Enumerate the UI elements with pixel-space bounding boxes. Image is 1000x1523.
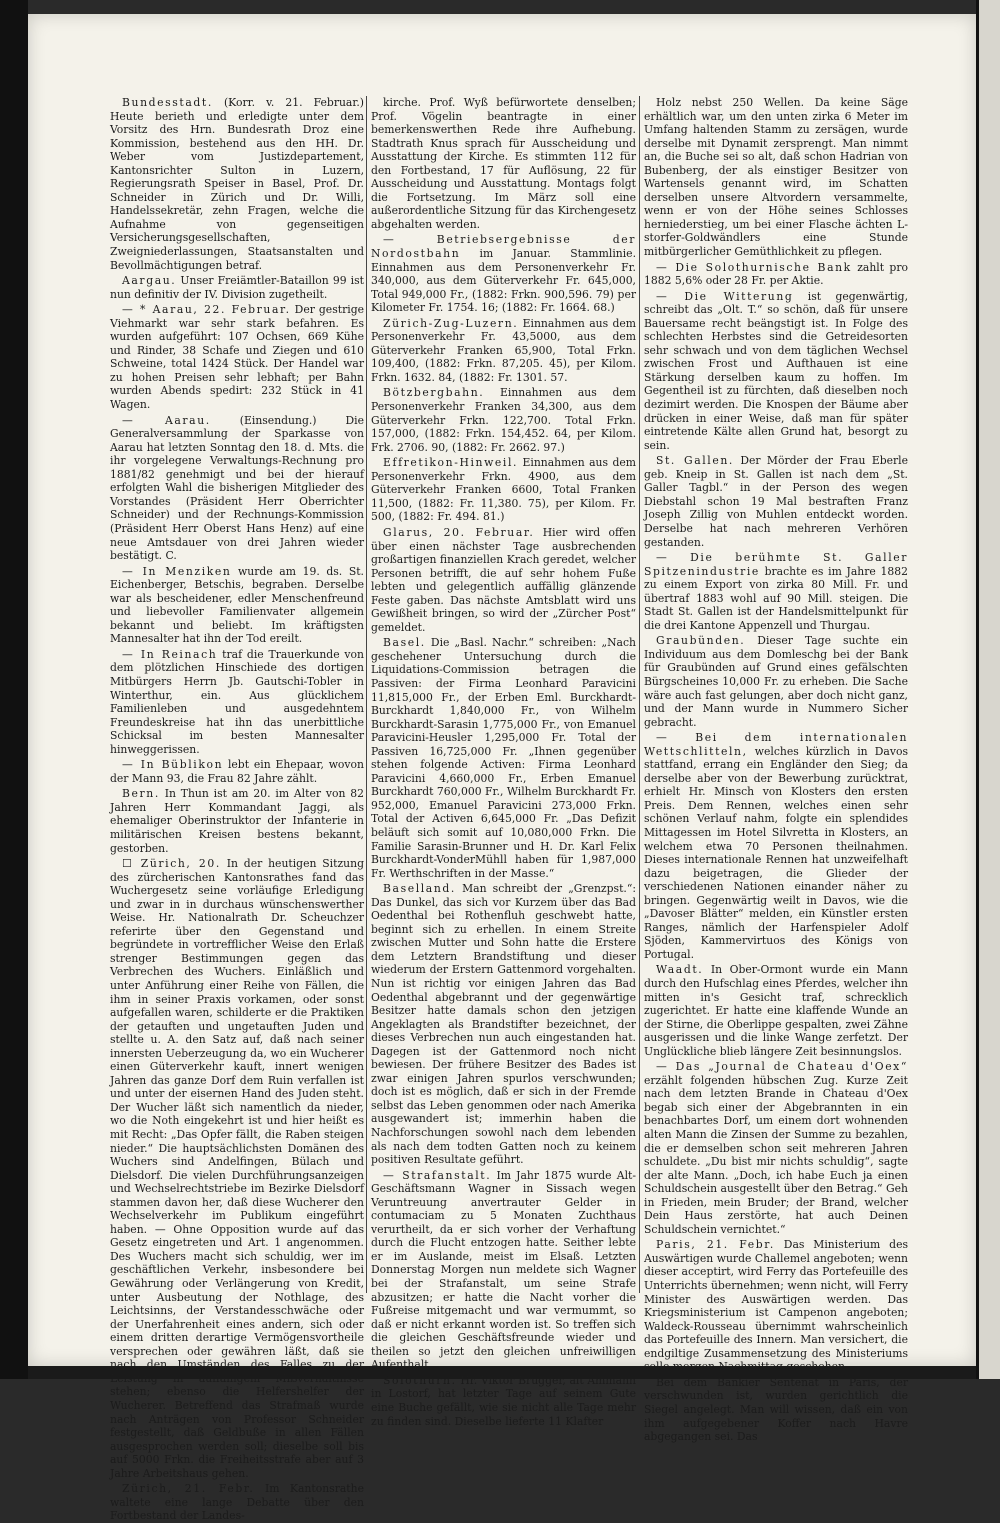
- article-paragraph: [110, 96, 364, 272]
- article-text: In der heutigen Sitzung des zürcherischen Kantonsrathes fand das Wuchergesetz seine vorläufige Erledigung und zwar in in durchaus wünschenswerther Weise. Hr. Nationalrath Dr. Scheuchzer referirte über den Gegenstand und begründete in vortrefflicher Weise den Erlaß strenger Bestimmungen gegen das Verbrechen des Wuchers. Einläßlich und unter Anführung einer Reihe von Fällen, die ihm in seiner Praxis vorkamen, oder sonst aufgefallen waren, schilderte er die Praktiken der getauften und ungetauften Juden und stellte u. A. den Satz auf, daß nach seiner innersten Ueberzeugung da, wo ein Wucherer einen Güterverkehr kauft, innert wenigen Jahren das ganze Dorf dem Ruin verfallen ist und unter der eisernen Hand des Juden steht. Der Wucher läßt sich namentlich da nieder, wo die Noth eingekehrt ist und hier heißt es mit Recht: „Das Opfer fällt, die Raben steigen nieder.“ Die hauptsächlichsten Domänen des Wuchers sind Andelfingen, Bülach und Dielsdorf. Die vielen Durchführungsanzeigen und Wechselrechtstriebe im Bezirke Dielsdorf stammen davon her, daß diese Wucherer den Wechselverkehr im Publikum eingeführt haben. — Ohne Opposition wurde auf das Gesetz eingetreten und Art. 1 angenommen. Des Wuchers macht sich schuldig, wer im geschäftlichen Verkehr, insbesondere bei Gewährung oder Verlängerung von Kredit, unter Ausbeutung der Nothlage, des Leichtsinns, der Verstandesschwäche oder der Unerfahrenheit eines andern, sich oder einem dritten derartige Vermögensvortheile versprechen oder gewähren läßt, daß sie nach den Umständen des Falles zu der Leistung in auffälligem Mißverhältnisse stehen; ebenso die Helfershelfer der Wucherer. Betreffend das Strafmaß wurde nach Anträgen von Professor Schneider festgestellt, daß Geldbuße in allen Fällen ausgesprochen werden soll; dieselbe soll bis auf 5000 Frkn. die Freiheitsstrafe aber auf 3 Jahre Arbeitshaus gehen.: [110, 857, 364, 1480]
- article-heading: Baselland.: [383, 882, 456, 896]
- article-text: Der Mörder der Frau Eberle geb. Kneip in St. Gallen ist nach dem „St. Galler Tagbl.“ in der Person des wegen Diebstahl schon 19 Mal bestraften Franz Joseph Zillig von Muhlen entdeckt worden. Derselbe hat nach mehreren Verhören gestanden.: [644, 454, 908, 549]
- article-text: welches kürzlich in Davos stattfand, errang ein Engländer den Sieg; da derselbe aber von der Bewerbung zurücktrat, erhielt Hr. Minsch von Klosters den ersten Preis. Dem Rennen, welches einen sehr schönen Verlauf nahm, folgte ein splendides Mittagessen im Hotel Silvretta in Klosters, an welchem etwa 70 Personen theilnahmen. Dieses internationale Rennen hat unzweifelhaft dazu beigetragen, die Glieder der verschiedenen Nationen einander näher zu bringen. Gegenwärtig weilt in Davos, wie die „Davoser Blätter“ melden, ein Künstler ersten Ranges, nämlich der Harfenspieler Adolf Sjöden, Kammervirtuos des Königs von Portugal.: [644, 744, 908, 961]
- article-heading: Paris, 21. Febr.: [656, 1238, 775, 1252]
- column-divider-1: [366, 96, 367, 1293]
- scan-right-border: [976, 0, 1000, 1379]
- article-text: Man schreibt der „Grenzpst.“: Das Dunkel, das sich vor Kurzem über das Bad Oedenthal bei Rothenfluh geschwebt hatte, beginnt sich zu erhellen. In einem Streite zwischen Mutter und Sohn hatte die Erstere dem Letztern Brandstiftung und dieser wiederum der Erstern Gattenmord vorgehalten. Nun ist richtig vor einigen Jahren das Bad Oedenthal abgebrannt und der gegenwärtige Besitzer hatte damals schon den jetzigen Angeklagten als Brandstifter bezeichnet, der dieses Verbrechen nun auch eingestanden hat. Dagegen ist der Gattenmord noch nicht bewiesen. Der frühere Besitzer des Bades ist zwar einigen Jahren spurlos verschwunden; doch ist es möglich, daß er sich in der Fremde selbst das Leben genommen oder nach Amerika ausgewandert ist; immerhin haben die Nachforschungen sowohl nach dem lebenden als nach dem todten Gatten noch zu keinem positiven Resultate geführt.: [371, 882, 636, 1167]
- article-heading: Waadt.: [656, 963, 704, 977]
- article-text: Holz nebst 250 Wellen. Da keine Säge erhältlich war, um den unten zirka 6 Meter im Umfang haltenden Stamm zu zersägen, wurde derselbe mit Dynamit zersprengt. Man nimmt an, die Buche sei so alt, daß schon Hadrian von Bubenberg, der als einstiger Besitzer von Wartensels genannt wird, im Schatten derselben unsere Altvordern versammelte, wenn er von der Höhe seines Schlosses herniederstieg, um bei einer Flasche ächten L-storfer-Goldwändlers eine Stunde mitbürgerlicher Gemüthlichkeit zu pflegen.: [644, 96, 908, 259]
- article-heading: ☐ Zürich, 20.: [122, 857, 221, 871]
- article-paragraph: [110, 565, 364, 646]
- article-paragraph: [371, 636, 636, 880]
- article-text: erzählt folgenden hübschen Zug. Kurze Zeit nach dem letzten Brande in Chateau d'Oex begab sich einer der Abgebrannten in ein benachbartes Dorf, um einem dort wohnenden alten Mann die Zinsen der Summe zu bezahlen, die er demselben schon seit mehreren Jahren schuldete. „Du bist mir nichts schuldig“, sagte der alte Mann. „Doch, ich habe Euch ja einen Schuldschein ausgestellt über den Betrag.“ Geh in Frieden, mein Bruder; der Brand, welcher Dein Haus zerstörte, hat auch Deinen Schuldschein vernichtet.“: [644, 1073, 908, 1236]
- article-text: Einnahmen aus dem Personenverkehr Franken 34,300, aus dem Güterverkehr Frkn. 122,700. Total Frkn. 157,000, (1882: Frkn. 154,452. 64, per Kilom. Frk. 2706. 90, (1882: Fr. 2662. 97.): [371, 386, 636, 454]
- article-text: Das Ministerium des Auswärtigen wurde Challemel angeboten; wenn dieser acceptirt, wird Ferry das Portefeuille des Unterrichts übernehmen; wenn nicht, will Ferry Minister des Auswärtigen werden. Das Kriegsministerium ist Campenon angeboten; Waldeck-Rousseau übernimmt wahrscheinlich das Portefeuille des Innern. Man versichert, die endgiltige Zusammensetzung des Ministeriums solle morgen Nachmittag geschehen.: [644, 1238, 908, 1374]
- article-paragraph: [110, 303, 364, 411]
- article-heading: — Die berühmte St. Galler Spitzenindustrie: [644, 551, 908, 578]
- article-text: Dieser Tage suchte ein Individuum aus dem Domleschg bei der Bank für Graubünden auf Grund eines gefälschten Bürgscheines 10,000 Fr. zu erheben. Die Sache wäre auch fast gelungen, aber doch nicht ganz, und der Mann wurde in Nummero Sicher gebracht.: [644, 634, 908, 729]
- article-paragraph: [644, 963, 908, 1058]
- article-text: Der gestrige Viehmarkt war sehr stark befahren. Es wurden aufgeführt: 107 Ochsen, 669 Kühe und Rinder, 38 Schafe und Ziegen und 610 Schweine, total 1424 Stück. Der Handel war zu hohen Preisen sehr lebhaft; per Bahn wurden Abends spedirt: 232 Stück in 41 Wagen.: [110, 303, 364, 412]
- article-heading: Graubünden.: [656, 634, 746, 648]
- article-paragraph: [644, 731, 908, 961]
- article-text: ist gegenwärtig, schreibt das „Olt. T.“ so schön, daß für unsere Bauersame recht beängstigt ist. In Folge des schlechten Herbstes sind die Getreidesorten sehr schwach und von dem täglichen Wechsel zwischen Frost und Aufthauen ist eine Stärkung derselben kaum zu hoffen. Im Gegentheil ist zu fürchten, daß dieselben noch dezimirt werden. Die Knospen der Bäume aber drücken in einer Weise, daß man für später eintretende Kälte allen Grund hat, besorgt zu sein.: [644, 289, 908, 452]
- article-paragraph: [644, 454, 908, 549]
- article-paragraph: [371, 456, 636, 524]
- article-paragraph: [371, 1169, 636, 1372]
- article-text: (Korr. v. 21. Februar.) Heute beriet​h und erledigte unter dem Vorsitz des Hrn. Bundesrath Droz eine Kommission, bestehend aus den HH. Dr. Weber vom Justizdepartement, Kantonsrichter Sulton in Luzern, Regierungsrath Speiser in Basel, Prof. Dr. Schneider in Zürich und Dr. Willi, Handelssekretär, zehn Fragen, welche die Aufnahme von gegenseitigen Versicherungsgesellschaften, Zweigniederlassungen, Staatsanstalten und Bevollmächtigungen betraf.: [110, 96, 364, 272]
- article-paragraph: [371, 1374, 636, 1428]
- article-heading: Glarus, 20. Februar.: [383, 525, 535, 539]
- article-heading: — Die Solothurnische Bank: [656, 260, 852, 274]
- article-heading: — * Aarau, 22. Februar.: [122, 303, 291, 317]
- article-text: lebt ein Ehepaar, wovon der Mann 93, die Frau 82 Jahre zählt.: [110, 758, 364, 785]
- article-text: Einnahmen aus dem Personenverkehr Frkn. 4900, aus dem Güterverkehr Franken 6600, Total Franken 11,500, (1882: Fr. 11,380. 75), per Kilom. Fr. 500, (1882: Fr. 494. 81.): [371, 456, 636, 524]
- article-heading: Bötzbergbahn.: [383, 386, 485, 400]
- article-text: zahlt pro 1882 5,6% oder 28 Fr. per Aktie.: [644, 260, 908, 288]
- article-heading: Zürich, 21. Febr.: [122, 1482, 255, 1496]
- article-paragraph: [110, 857, 364, 1480]
- article-text: traf die Trauerkunde von dem plötzlichen Hinschiede des dortigen Mitbürgers Herrn Jb. Gautschi-Tobler in Winterthur, ein. Aus glücklichem Familienleben und ausgedehntem Freundeskreise hat ihn das unerbittliche Schicksal im besten Mannesalter hinweggerissen.: [110, 647, 364, 756]
- article-text: (Einsendung.) Die Generalversammlung der Sparkasse von Aarau hat letzten Sonntag den 18. d. Mts. die ihr vorgelegene Verwaltungs-Rechnung pro 1881/82 genehmigt und bei der hierauf erfolgten Wahl die bisherigen Mitglieder des Vorstandes (Präsident Herr Oberrichter Schneider) und der Rechnungs-Kommission (Präsident Herr Oberst Hans Henz) auf eine neue Amtsdauer von drei Jahren wieder bestätigt. C.: [110, 413, 364, 563]
- article-paragraph: [110, 787, 364, 855]
- article-heading: Bundesstadt.: [122, 96, 213, 109]
- scan-left-border: [0, 0, 28, 1379]
- article-heading: — Die Witterung: [656, 289, 794, 303]
- article-heading: — Aarau.: [122, 413, 211, 427]
- article-text: Im Kantonsrathe waltete eine lange Debatte über den Fortbestand der Landes-: [110, 1482, 364, 1523]
- article-heading: — In Reinach: [122, 647, 218, 661]
- article-text: Hr. Viktor Brügger, alt Ammann in Lostorf, hat letzter Tage auf seinem Gute eine Buche gefällt, wie sie nicht alle Tage mehr zu finden sind. Dieselbe lieferte 11 Klafter: [371, 1373, 636, 1428]
- article-text: brachte es im Jahre 1882 zu einem Export von zirka 80 Mill. Fr. und übertraf 1883 wohl auf 90 Mill. steigen. Die Stadt St. Gallen ist der Handelsmittelpunkt für die drei Kantone Appenzell und Thurgau.: [644, 564, 908, 632]
- article-text: Bei dem Bankier Sentenat in Paris, der verschwunden ist, wurden gerichtlich die Siegel angelegt. Man will wissen, daß ein von ihm aufgegebener Koffer nach Havre abgegangen sei. Das: [644, 1375, 908, 1444]
- article-text: Hier wird offen über einen nächster Tage ausbrechenden großartigen finanziellen Krach geredet, welcher Personen betrifft, die auf sehr hohem Fuße lebten und gelegentlich auffällig glänzende Feste gaben. Das nächste Amtsblatt wird uns Gewißheit bringen, so wird der „Zürcher Post“ gemeldet.: [371, 525, 636, 634]
- article-text: In Ober-Ormont wurde ein Mann durch den Hufschlag eines Pferdes, welcher ihn mitten in's Gesicht traf, schrecklich zugerichtet. Er hatte eine klaffende Wunde an der Stirne, die Oberlippe gespalten, zwei Zähne ausgerissen und die linke Wange zerfetzt. Der Unglückliche blieb längere Zeit besinnungslos.: [644, 963, 909, 1058]
- article-paragraph: [371, 317, 636, 385]
- article-heading: — Strafanstalt.: [383, 1168, 492, 1182]
- article-paragraph: [644, 634, 908, 729]
- article-heading: Basel.: [383, 636, 426, 650]
- article-paragraph: [371, 882, 636, 1166]
- article-heading: Solothurn.: [383, 1373, 457, 1387]
- article-text: wurde am 19. ds. St. Eichenberger, Betschis, begraben. Derselbe war als bescheidener, edler Menschenfreund und liebevoller Familienvater allgemein bekannt und beliebt. Im kräftigsten Mannesalter hat ihn der Tod ereilt.: [110, 564, 364, 646]
- article-paragraph: [371, 386, 636, 454]
- article-paragraph: [110, 414, 364, 563]
- article-paragraph: [110, 648, 364, 756]
- article-heading: — Das „Journal de Chateau d'Oex“: [656, 1060, 908, 1074]
- article-text: In Thun ist am 20. im Alter von 82 Jahren Herr Kommandant Jaggi, als ehemaliger Oberinstruktor der Infanterie in militärischen Kreisen bestens bekannt, gestorben.: [110, 787, 364, 855]
- article-paragraph: [371, 233, 636, 314]
- column-1: [110, 96, 364, 1523]
- article-paragraph: [110, 758, 364, 785]
- column-2: [371, 96, 637, 1428]
- article-text: kirche. Prof. Wyß befürwortete denselben; Prof. Vögelin beantragte in einer bemerkenswerthen Rede ihre Aufhebung. Stadtrath Knus sprach für Ausscheidung und Ausstattung der Kirche. Es stimmten 112 für den Fortbestand, 17 für Auflösung, 22 für Ausscheidung und Ausstattung. Montags folgt die Fortsetzung. Im März soll eine außerordentliche Sitzung für das Kirchengesetz abgehalten werden.: [371, 96, 636, 231]
- article-heading: Zürich-Zug-Luzern.: [383, 316, 519, 330]
- article-text: Die „Basl. Nachr.“ schreiben: „Nach geschehener Untersuchung durch die Liquidations-Commission betragen die Passiven: der Firma Leonhard Paravicini 11,815,000 Fr., der Erben Eml. Burckhardt-Burckhardt 1,840,000 Fr., von Wilhelm Burckhardt-Sarasin 1,775,000 Fr., von Emanuel Paravicini-Heusler 1,295,000 Fr. Total der Passiven 16,725,000 Fr. „Ihnen gegenüber stehen folgende Activen: Firma Leonhard Paravicini 4,660,000 Fr., Erben Emanuel Burckhardt 760,000 Fr., Wilhelm Burckhardt Fr. 952,000, Emanuel Paravicini 273,000 Frkn. Total der Activen 6,645,000 Fr. „Das Defizit beläuft sich somit auf 10,080,000 Frkn. Die Familie Sarasin-Brunner und H. Dr. Karl Felix Burckhardt-VonderMühll haben für 1,987,000 Fr. Werthschriften in der Masse.“: [371, 636, 636, 880]
- article-heading: — Betriebsergebnisse der Nordostbahn: [371, 233, 636, 261]
- article-paragraph: [110, 274, 364, 301]
- article-paragraph: [371, 96, 636, 231]
- article-paragraph: [644, 96, 908, 259]
- article-paragraph: [110, 1482, 364, 1523]
- article-paragraph: [644, 1060, 908, 1236]
- article-heading: St. Gallen.: [656, 454, 734, 468]
- article-heading: Bern.: [122, 787, 160, 801]
- article-text: Einnahmen aus dem Personenverkehr Fr. 43,5000, aus dem Güterverkehr Franken 65,900, Total Frkn. 109,400, (1882: Frkn. 87,205. 45), per Kilom. Frkn. 1632. 84, (1882: Fr. 1301. 57.: [371, 316, 636, 384]
- article-text: Im Jahr 1875 wurde Alt-Geschäftsmann Wagner in Sissach wegen Veruntreuung anvertrauter Gelder in contumaciam zu 5 Monaten Zuchthaus verurtheilt, da er sich vorher der Verhaftung durch die Flucht entzogen hatte. Seither lebte er im Auslande, meist im Elsaß. Letzten Donnerstag Morgen nun meldete sich Wagner bei der Strafanstalt, um seine Strafe abzusitzen; er hatte die Nacht vorher die Fußreise mitgemacht und war vermummt, so daß er nicht erkannt worden ist. So treffen sich die gleichen Geschäftsfreunde wieder und theilen so jetzt den gleichen unfreiwilligen Aufenthalt.: [371, 1168, 637, 1372]
- column-3: [644, 96, 909, 1444]
- article-paragraph: [644, 1238, 908, 1373]
- article-paragraph: [644, 551, 908, 632]
- article-paragraph: [371, 526, 636, 634]
- article-paragraph: [644, 1376, 908, 1444]
- article-paragraph: [644, 290, 908, 453]
- article-heading: — Bei dem internationalen Wettschlitteln,: [644, 731, 908, 758]
- article-text: im Januar. Stammlinie. Einnahmen aus dem Personenverkehr Fr. 340,000, aus dem Güterverkehr Fr. 645,000, Total 949,000 Fr., (1882: Frkn. 900,596. 79) per Kilometer Fr. 1754. 16; (1882: Fr. 1664. 68.): [371, 247, 636, 315]
- article-text: Unser Freiämtler-Bataillon 99 ist nun definitiv der IV. Division zugetheilt.: [110, 274, 364, 301]
- column-divider-2: [639, 96, 640, 1293]
- article-heading: — In Büblikon: [122, 758, 224, 772]
- article-paragraph: [644, 261, 908, 288]
- article-heading: Effretikon-Hinweil.: [383, 456, 519, 470]
- article-heading: — In Menziken: [122, 564, 232, 578]
- article-heading: Aargau.: [122, 274, 177, 288]
